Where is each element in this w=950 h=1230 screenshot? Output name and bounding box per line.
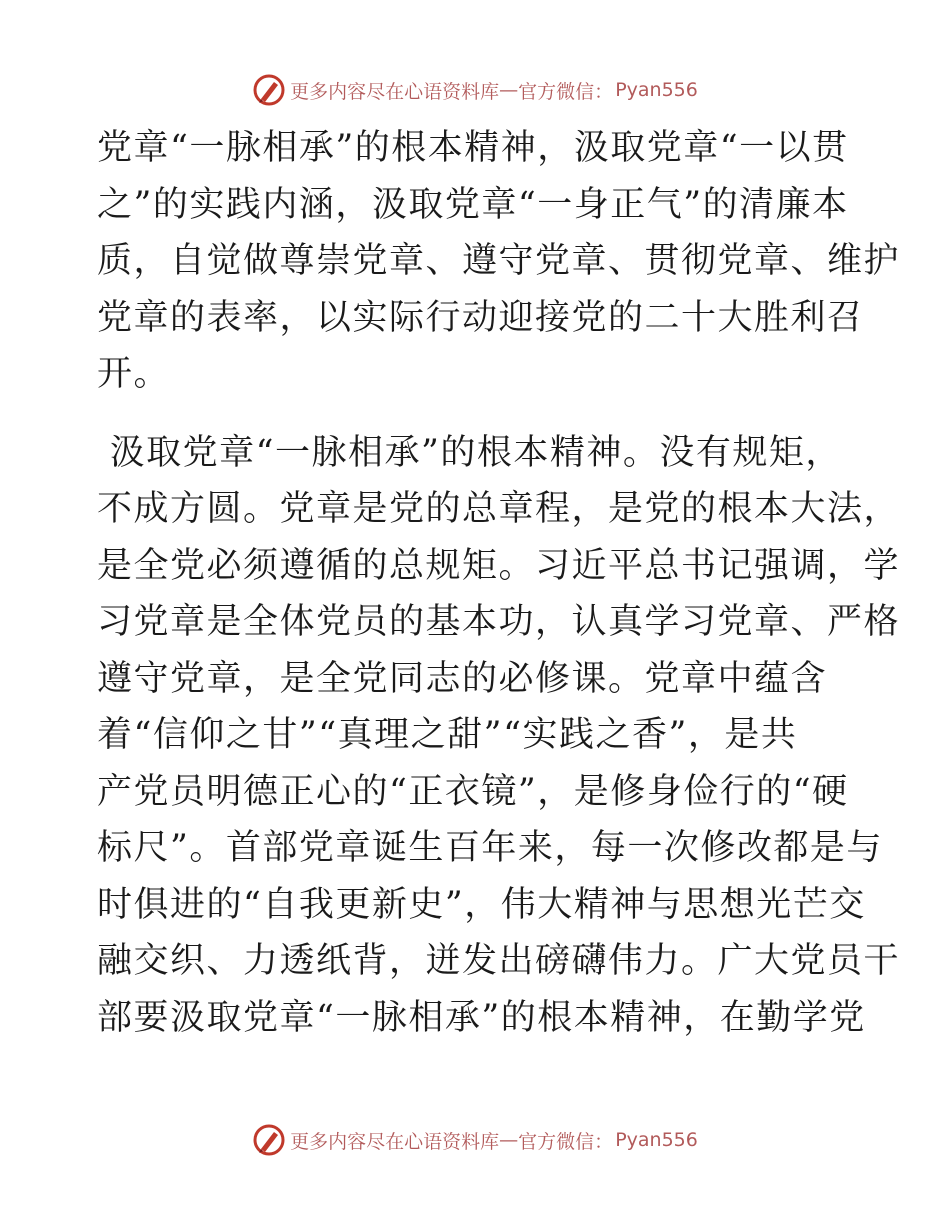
banner-wechat-id: Pyan556 [615, 1129, 698, 1151]
text-line: 党章“一脉相承”的根本精神，汲取党章“一以贯 [97, 128, 849, 168]
text-line: 着“信仰之甘”“真理之甜”“实践之香”，是共 [97, 715, 798, 755]
text-line: 时俱进的“自我更新史”，伟大精神与思想光芒交 [97, 884, 866, 925]
text-line: 标尺”。首部党章诞生百年来，每一次修改都是与 [97, 828, 883, 868]
banner-wechat-id: Pyan556 [615, 79, 698, 101]
banner-dash: — [499, 79, 519, 101]
text-line: 遵守党章，是全党同志的必修课。党章中蕴含 [97, 658, 828, 699]
banner-brand: 更多内容尽在心语资料库 [290, 1130, 500, 1153]
banner-dash: — [499, 1129, 519, 1151]
text-line: 是全党必须遵循的总规矩。习近平总书记强调，学 [97, 545, 901, 586]
text-line: 产党员明德正心的“正衣镜”，是修身俭行的“硬 [97, 771, 849, 812]
text-line: 部要汲取党章“一脉相承”的根本精神，在勤学党 [97, 997, 866, 1038]
text-line: 开。 [97, 354, 171, 394]
banner-wechat-label: 官方微信： [518, 80, 614, 103]
banner-brand: 更多内容尽在心语资料库 [290, 80, 500, 103]
paragraph-1 [97, 120, 901, 403]
text-line: 融交织、力透纸背，迸发出磅礴伟力。广大党员干 [97, 941, 901, 981]
text-line: 党章的表率，以实际行动迎接党的二十大胜利召 [97, 297, 864, 338]
banner-wechat-label: 官方微信： [518, 1130, 614, 1153]
text-line: 汲取党章“一脉相承”的根本精神。没有规矩， [97, 432, 842, 473]
text-line: 不成方圆。党章是党的总章程，是党的根本大法， [97, 489, 901, 529]
paragraph-2 [97, 425, 901, 1047]
document-body [97, 120, 901, 1046]
header-banner [0, 70, 950, 110]
pen-logo-icon [252, 73, 286, 107]
text-line: 之”的实践内涵，汲取党章“一身正气”的清廉本 [97, 184, 849, 225]
pen-logo-icon [252, 1123, 286, 1157]
text-line: 习党章是全体党员的基本功，认真学习党章、严格 [97, 602, 901, 642]
text-line: 质，自觉做尊崇党章、遵守党章、贯彻党章、维护 [97, 241, 901, 281]
footer-banner [0, 1120, 950, 1160]
